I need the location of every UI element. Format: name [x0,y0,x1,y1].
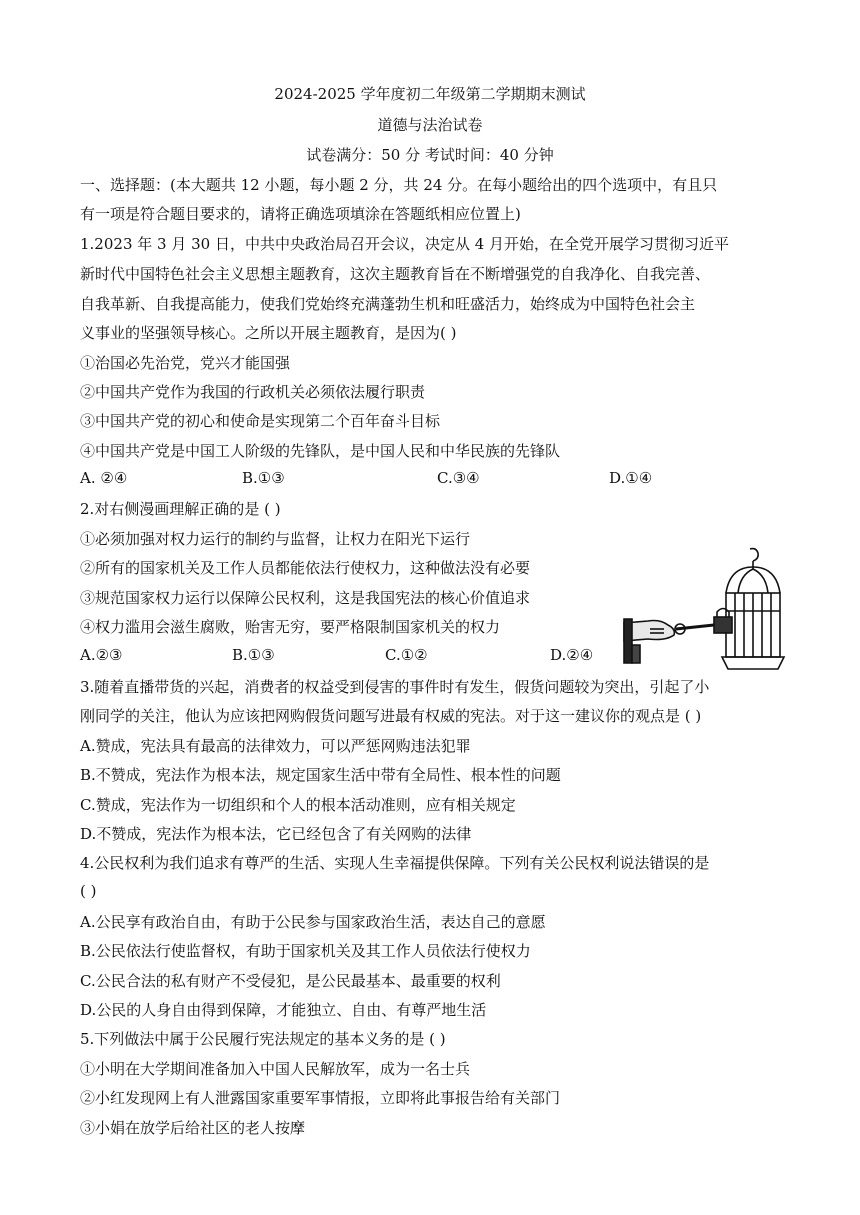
q2-item: ④权力滥用会滋生腐败，贻害无穷，要严格限制国家机关的权力 [80,618,501,636]
q1-item: ③中国共产党的初心和使命是实现第二个百年奋斗目标 [80,412,441,430]
q2-option-a: A.②③ [80,646,123,664]
q2-stem: 2.对右侧漫画理解正确的是 ( ) [80,500,281,518]
power-cage-cartoon [618,545,798,675]
q4-option-b: B.公民依法行使监督权，有助于国家机关及其工作人员依法行使权力 [80,942,531,960]
q2-item: ③规范国家权力运行以保障公民权利，这是我国宪法的核心价值追求 [80,589,531,607]
q3-option-a: A.赞成，宪法具有最高的法律效力，可以严惩网购违法犯罪 [80,737,471,755]
q1-item: ④中国共产党是中国工人阶级的先锋队，是中国人民和中华民族的先锋队 [80,442,561,460]
q1-option-a: A. ②④ [80,469,128,487]
q2-option-d: D.②④ [550,646,594,664]
q4-stem-line: ( ) [80,882,97,900]
q1-stem-line: 自我革新、自我提高能力，使我们党始终充满蓬勃生机和旺盛活力，始终成为中国特色社会主 [80,295,696,313]
q3-option-d: D.不赞成，宪法作为根本法，它已经包含了有关网购的法律 [80,825,472,843]
q2-option-b: B.①③ [232,646,275,664]
section-intro-line: 一、选择题：(本大题共 12 小题，每小题 2 分，共 24 分。在每小题给出的四个选项中，有且只 [80,176,718,194]
q5-stem: 5.下列做法中属于公民履行宪法规定的基本义务的是 ( ) [80,1030,446,1048]
q5-item: ①小明在大学期间准备加入中国人民解放军，成为一名士兵 [80,1060,471,1078]
q1-option-d: D.①④ [609,469,653,487]
q5-item: ②小红发现网上有人泄露国家重要军事情报，立即将此事报告给有关部门 [80,1089,561,1107]
q1-stem-line: 1.2023 年 3 月 30 日，中共中央政治局召开会议，决定从 4 月开始，在全党开展学习贯彻习近平 [80,235,730,253]
q1-item: ①治国必先治党，党兴才能国强 [80,354,291,372]
q2-item: ②所有的国家机关及工作人员都能依法行使权力，这种做法没有必要 [80,559,531,577]
q3-stem-line: 刚同学的关注，他认为应该把网购假货问题写进最有权威的宪法。对于这一建议你的观点是 ( ) [80,707,702,725]
exam-meta: 试卷满分：50 分 考试时间：40 分钟 [306,146,554,164]
q1-item: ②中国共产党作为我国的行政机关必须依法履行职责 [80,383,426,401]
q1-stem-line: 义事业的坚强领导核心。之所以开展主题教育，是因为( ) [80,324,457,342]
q5-item: ③小娟在放学后给社区的老人按摩 [80,1119,306,1137]
q2-option-c: C.①② [385,646,428,664]
exam-subtitle: 道德与法治试卷 [377,116,483,134]
q1-option-b: B.①③ [242,469,285,487]
q2-item: ①必须加强对权力运行的制约与监督，让权力在阳光下运行 [80,530,471,548]
q3-option-c: C.赞成，宪法作为一切组织和个人的根本活动准则，应有相关规定 [80,796,516,814]
q4-option-d: D.公民的人身自由得到保障，才能独立、自由、有尊严地生活 [80,1001,487,1019]
q3-stem-line: 3.随着直播带货的兴起，消费者的权益受到侵害的事件时有发生，假货问题较为突出，引起了小 [80,678,710,696]
q1-stem-line: 新时代中国特色社会主义思想主题教育，这次主题教育旨在不断增强党的自我净化、自我完善、 [80,265,711,283]
section-intro-line: 有一项是符合题目要求的，请将正确选项填涂在答题纸相应位置上) [80,205,521,223]
exam-title: 2024-2025 学年度初二年级第二学期期末测试 [274,85,586,103]
q3-option-b: B.不赞成，宪法作为根本法，规定国家生活中带有全局性、根本性的问题 [80,766,561,784]
q4-stem-line: 4.公民权利为我们追求有尊严的生活、实现人生幸福提供保障。下列有关公民权利说法错误的是 [80,854,710,872]
q4-option-a: A.公民享有政治自由，有助于公民参与国家政治生活，表达自己的意愿 [80,913,546,931]
q1-option-c: C.③④ [437,469,480,487]
q4-option-c: C.公民合法的私有财产不受侵犯，是公民最基本、最重要的权利 [80,972,501,990]
